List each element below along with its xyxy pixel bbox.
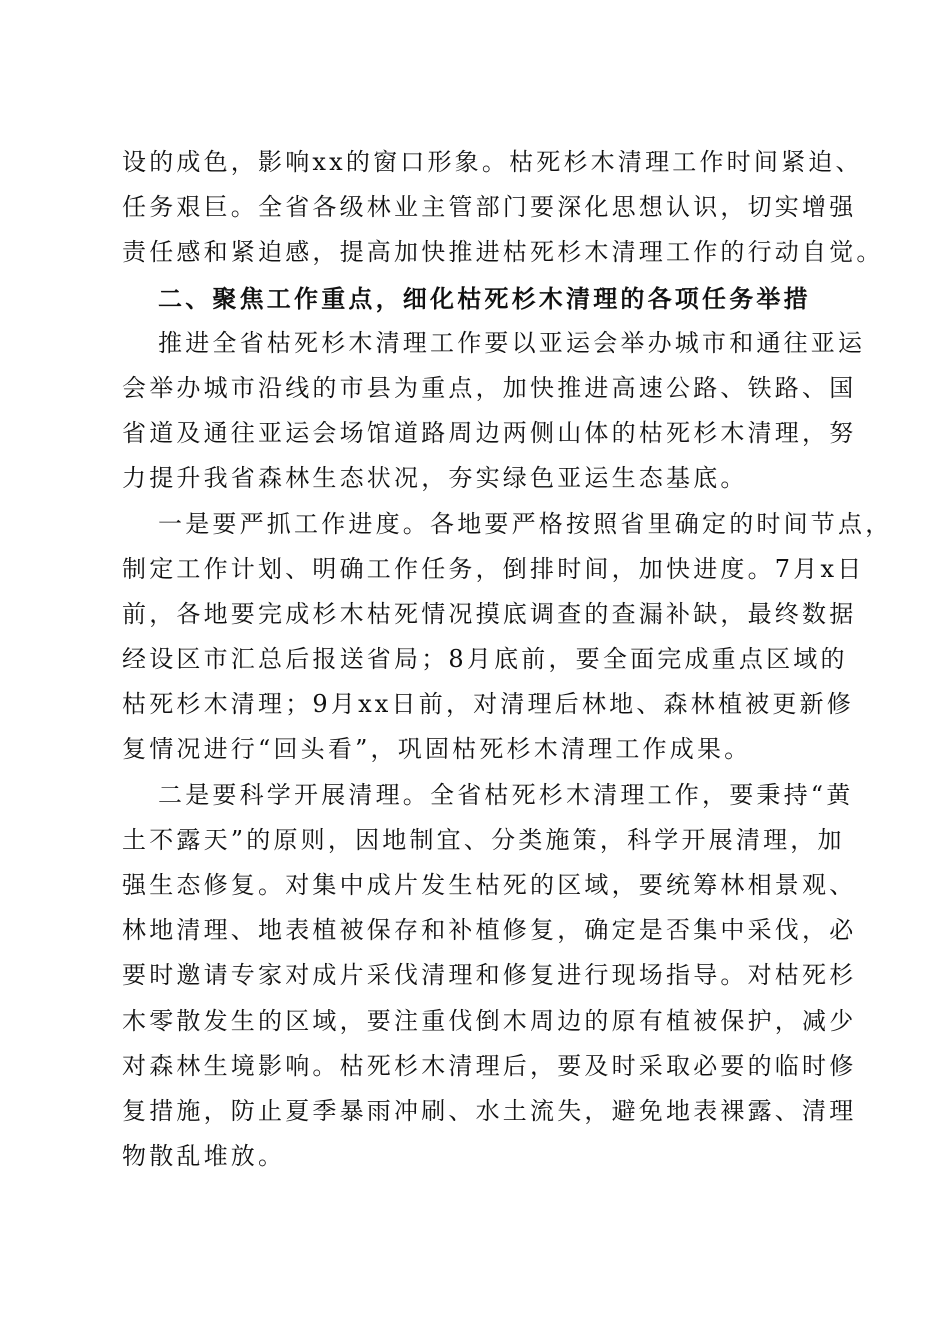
paragraph-continuation: [122, 140, 884, 276]
text-line: 强生态修复。对集中成片发生枯死的区域，要统筹林相景观、: [122, 871, 857, 899]
text-line: 力提升我省森林生态状况，夯实绿色亚运生态基底。: [122, 464, 748, 493]
text-line: 要时邀请专家对成片采伐清理和修复进行现场指导。对枯死杉: [122, 961, 857, 990]
text-line: 物散乱堆放。: [122, 1142, 286, 1171]
section-heading: [122, 276, 832, 321]
text-line: 前，各地要完成杉木枯死情况摸底调查的查漏补缺，最终数据: [122, 599, 857, 628]
text-line: 省道及通往亚运会场馆道路周边两侧山体的枯死杉木清理，努: [122, 419, 857, 448]
section-heading-text: 二、聚焦工作重点，细化枯死杉木清理的各项任务举措: [158, 283, 811, 313]
text-line: 一是要严抓工作进度。各地要严格按照省里确定的时间节点，: [158, 509, 893, 538]
paragraph-focus: [122, 321, 866, 502]
text-line: 二是要科学开展清理。全省枯死杉木清理工作，要秉持“黄: [158, 780, 854, 809]
text-line: 推进全省枯死杉木清理工作要以亚运会举办城市和通往亚运: [158, 328, 866, 357]
document-body: [122, 140, 893, 1179]
text-line: 会举办城市沿线的市县为重点，加快推进高速公路、铁路、国: [122, 373, 857, 402]
text-line: 木零散发生的区域，要注重伐倒木周边的原有植被保护，减少: [122, 1006, 857, 1035]
text-line: 枯死杉木清理；9月xx日前，对清理后林地、森林植被更新修: [122, 690, 854, 719]
paragraph-cleanup: [122, 773, 857, 1180]
text-line: 土不露天”的原则，因地制宜、分类施策，科学开展清理，加: [122, 825, 845, 854]
paragraph-progress: [122, 502, 893, 773]
text-line: 设的成色，影响xx的窗口形象。枯死杉木清理工作时间紧迫、: [122, 148, 863, 176]
text-line: 责任感和紧迫感，提高加快推进枯死杉木清理工作的行动自觉。: [122, 238, 884, 267]
text-line: 经设区市汇总后报送省局；8月底前，要全面完成重点区域的: [122, 645, 848, 674]
text-line: 对森林生境影响。枯死杉木清理后，要及时采取必要的临时修: [122, 1051, 857, 1080]
text-line: 任务艰巨。全省各级林业主管部门要深化思想认识，切实增强: [122, 193, 857, 222]
text-line: 林地清理、地表植被保存和补植修复，确定是否集中采伐，必: [122, 916, 857, 945]
text-line: 复措施，防止夏季暴雨冲刷、水土流失，避免地表裸露、清理: [122, 1096, 857, 1125]
text-line: 复情况进行“回头看”，巩固枯死杉木清理工作成果。: [122, 735, 752, 764]
text-line: 制定工作计划、明确工作任务，倒排时间，加快进度。7月x日: [122, 554, 865, 583]
